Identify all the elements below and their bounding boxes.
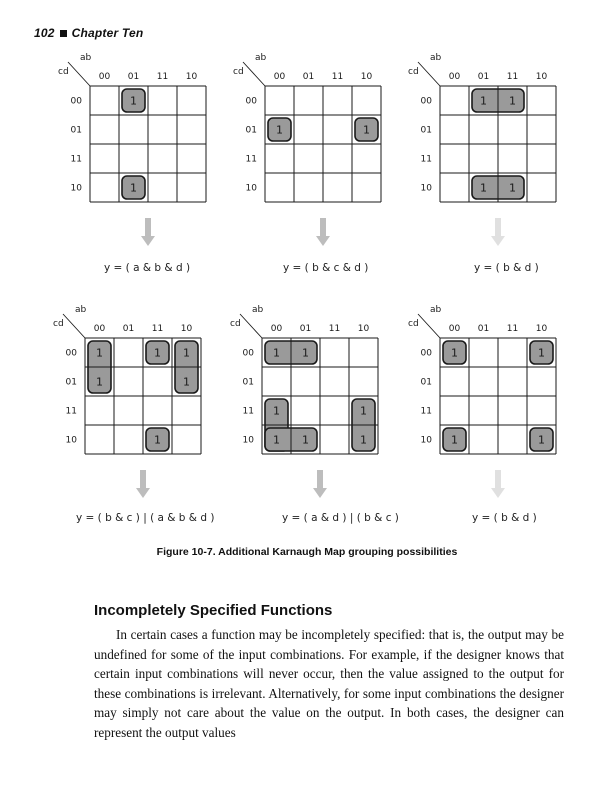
row-label: 10 [420, 435, 432, 446]
row-label: 00 [242, 348, 254, 359]
column-label: 11 [506, 72, 519, 82]
column-label: 01 [127, 72, 140, 82]
column-label: 10 [357, 324, 370, 334]
row-label: 10 [70, 183, 82, 194]
row-label: 00 [420, 348, 432, 359]
cell-one: 1 [480, 94, 487, 108]
corner-diagonal [243, 62, 265, 86]
ab-label: ab [75, 305, 87, 315]
corner-diagonal [418, 314, 440, 338]
kmap-1 [60, 50, 250, 260]
column-label: 10 [535, 72, 548, 82]
down-arrow-icon [141, 218, 155, 246]
kmap-svg [55, 302, 245, 512]
cd-label: cd [233, 67, 244, 77]
body-text [94, 625, 564, 743]
equation-3: y = ( b & d ) [474, 262, 539, 274]
chapter-title: Chapter Ten [71, 26, 144, 40]
kmap-svg [60, 50, 250, 260]
cell-one: 1 [183, 375, 190, 389]
column-label: 11 [328, 324, 341, 334]
cell-one: 1 [273, 404, 280, 418]
column-label: 00 [273, 72, 286, 82]
row-label: 11 [420, 406, 432, 417]
cell-one: 1 [130, 181, 137, 195]
column-label: 01 [477, 324, 490, 334]
row-label: 11 [242, 406, 254, 417]
running-header [34, 26, 143, 40]
column-label: 11 [156, 72, 169, 82]
kmap-2 [235, 50, 425, 260]
ab-label: ab [80, 53, 92, 63]
row-label: 00 [65, 348, 77, 359]
ab-label: ab [252, 305, 264, 315]
row-label: 11 [245, 154, 257, 165]
column-label: 10 [180, 324, 193, 334]
kmap-svg [410, 302, 600, 512]
down-arrow-icon [491, 470, 505, 498]
row-label: 10 [242, 435, 254, 446]
column-label: 11 [506, 324, 519, 334]
column-label: 00 [93, 324, 106, 334]
column-label: 10 [360, 72, 373, 82]
equation-2: y = ( b & c & d ) [283, 262, 369, 274]
row-label: 00 [245, 96, 257, 107]
column-label: 10 [535, 324, 548, 334]
kmap-svg [410, 50, 600, 260]
cell-one: 1 [538, 346, 545, 360]
cell-one: 1 [480, 181, 487, 195]
column-label: 00 [448, 324, 461, 334]
row-label: 10 [245, 183, 257, 194]
corner-diagonal [240, 314, 262, 338]
header-square-icon [60, 30, 67, 37]
ab-label: ab [430, 53, 442, 63]
cell-one: 1 [183, 346, 190, 360]
cd-label: cd [408, 319, 419, 329]
row-label: 01 [420, 125, 432, 136]
row-label: 01 [245, 125, 257, 136]
cell-one: 1 [538, 433, 545, 447]
cell-one: 1 [130, 94, 137, 108]
down-arrow-icon [491, 218, 505, 246]
cell-one: 1 [363, 123, 370, 137]
row-label: 11 [65, 406, 77, 417]
cell-one: 1 [154, 346, 161, 360]
column-label: 10 [185, 72, 198, 82]
kmap-3 [410, 50, 600, 260]
equation-5: y = ( a & d ) | ( b & c ) [282, 512, 399, 524]
equation-4: y = ( b & c ) | ( a & b & d ) [76, 512, 215, 524]
row-label: 11 [420, 154, 432, 165]
row-label: 01 [242, 377, 254, 388]
row-label: 11 [70, 154, 82, 165]
body-paragraph: In certain cases a function may be incompletely specified: that is, the output may be undefined for some of the input combinations. For example, if the designer knows that certain input combinations will never occur, then the value assigned to the output for these combinations is irrelevant. Alternatively, for some input combinations the designer may simply not care about the value on the output. In both cases, the designer can represent the output values [94, 627, 564, 740]
column-label: 00 [98, 72, 111, 82]
down-arrow-icon [316, 218, 330, 246]
column-label: 01 [302, 72, 315, 82]
down-arrow-icon [313, 470, 327, 498]
corner-diagonal [68, 62, 90, 86]
cell-one: 1 [302, 433, 309, 447]
kmap-4 [55, 302, 245, 512]
cd-label: cd [230, 319, 241, 329]
column-label: 11 [331, 72, 344, 82]
cell-one: 1 [451, 346, 458, 360]
cell-one: 1 [96, 375, 103, 389]
row-label: 01 [70, 125, 82, 136]
cell-one: 1 [509, 181, 516, 195]
column-label: 11 [151, 324, 164, 334]
cell-one: 1 [154, 433, 161, 447]
cell-one: 1 [302, 346, 309, 360]
kmap-svg [232, 302, 422, 512]
row-label: 00 [420, 96, 432, 107]
down-arrow-icon [136, 470, 150, 498]
equation-1: y = ( a & b & d ) [104, 262, 191, 274]
kmap-5 [232, 302, 422, 512]
section-heading: Incompletely Specified Functions [94, 602, 333, 619]
row-label: 10 [65, 435, 77, 446]
cell-one: 1 [273, 433, 280, 447]
page-number: 102 [34, 26, 55, 40]
cell-one: 1 [360, 404, 367, 418]
ab-label: ab [255, 53, 267, 63]
row-label: 10 [420, 183, 432, 194]
figure-caption: Figure 10-7. Additional Karnaugh Map grouping possibilities [156, 546, 458, 558]
column-label: 00 [448, 72, 461, 82]
cd-label: cd [58, 67, 69, 77]
column-label: 00 [270, 324, 283, 334]
column-label: 01 [299, 324, 312, 334]
corner-diagonal [418, 62, 440, 86]
cd-label: cd [53, 319, 64, 329]
cell-one: 1 [96, 346, 103, 360]
cell-one: 1 [360, 433, 367, 447]
corner-diagonal [63, 314, 85, 338]
ab-label: ab [430, 305, 442, 315]
cell-one: 1 [273, 346, 280, 360]
kmap-6 [410, 302, 600, 512]
cd-label: cd [408, 67, 419, 77]
equation-6: y = ( b & d ) [472, 512, 537, 524]
column-label: 01 [477, 72, 490, 82]
row-label: 01 [420, 377, 432, 388]
row-label: 00 [70, 96, 82, 107]
cell-one: 1 [451, 433, 458, 447]
kmap-svg [235, 50, 425, 260]
row-label: 01 [65, 377, 77, 388]
cell-one: 1 [509, 94, 516, 108]
column-label: 01 [122, 324, 135, 334]
cell-one: 1 [276, 123, 283, 137]
